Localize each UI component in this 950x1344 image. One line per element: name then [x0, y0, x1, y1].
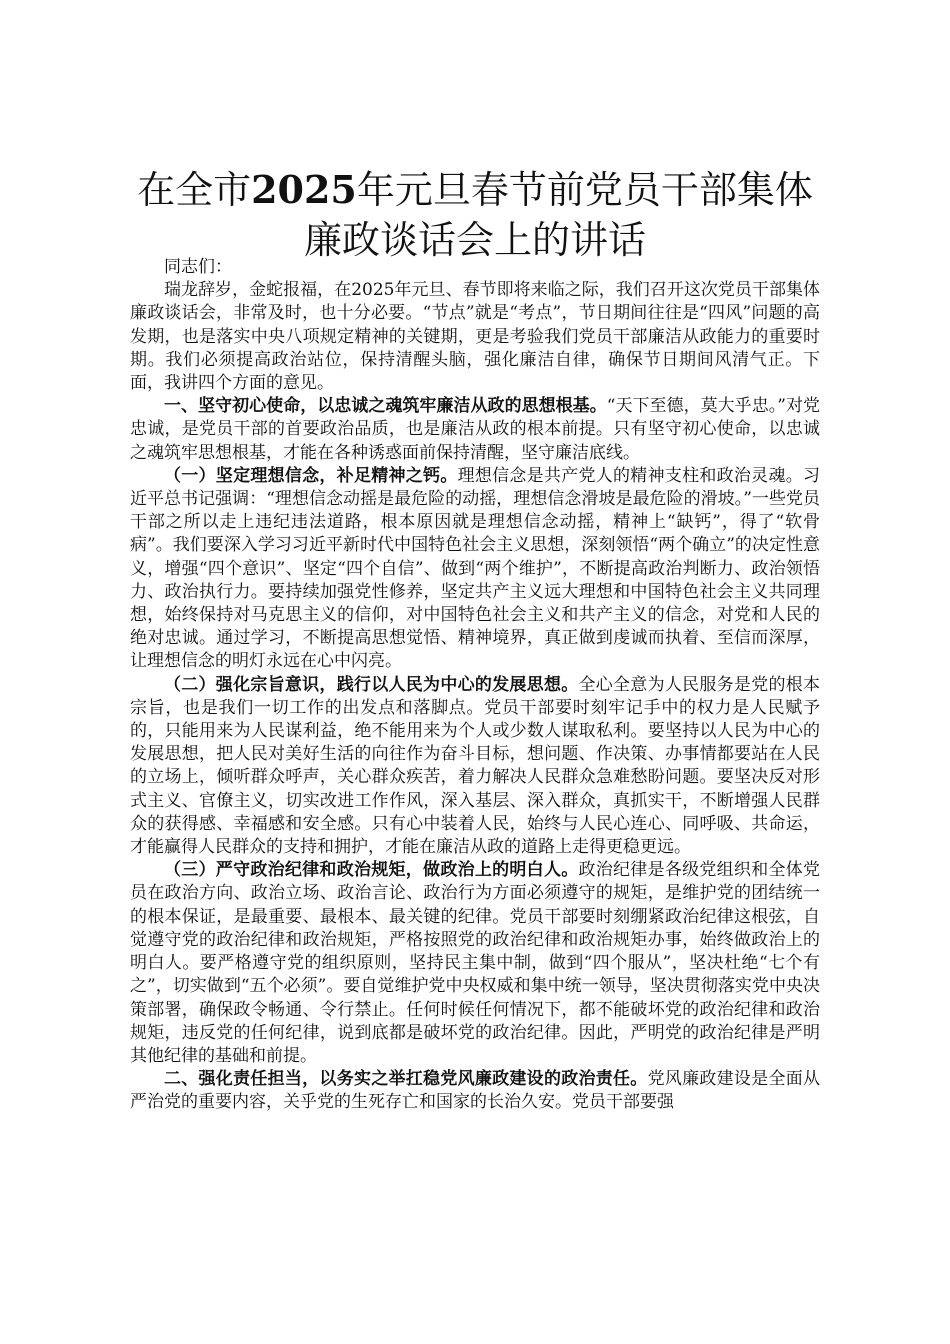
subsection-heading: （三）严守政治纪律和政治规矩，做政治上的明白人。	[164, 860, 579, 881]
subsection-heading: （一）坚定理想信念，补足精神之钙。	[164, 465, 458, 486]
paragraph-intro	[130, 279, 820, 395]
paragraph-subsection-1-3	[130, 859, 820, 1068]
title-year: 2025	[251, 167, 357, 212]
salutation: 同志们：	[164, 257, 232, 277]
paragraph-text: 政治纪律是各级党组织和全体党员在政治方向、政治立场、政治言论、政治行为方面必须遵守的规矩，是维护党的团结统一的根本保证，是最重要、最根本、最关键的纪律。党员干部要时刻绷紧政治纪律这根弦，自觉遵守党的政治纪律和政治规矩，严格按照党的政治纪律和政治规矩办事，始终做政治上的明白人。要严格遵守党的组织原则，坚持民主集中制，做到“四个服从”，坚决杜绝“七个有之”，切实做到“五个必须”。要自觉维护党中央权威和集中统一领导，坚决贯彻落实党中央决策部署，确保政令畅通、令行禁止。任何时候任何情况下，都不能破坏党的政治纪律和政治规矩，违反党的任何纪律，说到底都是破坏党的政治纪律。因此，严明党的政治纪律是严明其他纪律的基础和前提。	[130, 860, 821, 1066]
title-part1: 在全市	[137, 168, 252, 212]
title-part2: 年元旦春节前党员干部集体廉政谈话会上的讲话	[303, 168, 813, 262]
section-heading: 一、坚守初心使命，以忠诚之魂筑牢廉洁从政的思想根基。	[164, 396, 607, 417]
paragraph-text: “天下至德，莫大乎忠。”对党忠诚，是党员干部的首要政治品质，也是廉洁从政的根本前提。只有坚守初心使命，以忠诚之魂筑牢思想根基，才能在各种诱惑面前保持清醒，坚守廉洁底线。	[130, 396, 821, 463]
paragraph-text: 理想信念是共产党人的精神支柱和政治灵魂。习近平总书记强调：“理想信念动摇是最危险的动摇，理想信念滑坡是最危险的滑坡。”一些党员干部之所以走上违纪违法道路，根本原因就是理想信念动摇，精神上“缺钙”，得了“软骨病”。我们要深入学习习近平新时代中国特色社会主义思想，深刻领悟“两个确立”的决定性意义，增强“四个意识”、坚定“四个自信”、做到“两个维护”，不断提高政治判断力、政治领悟力、政治执行力。要持续加强党性修养，坚定共产主义远大理想和中国特色社会主义共同理想，始终保持对马克思主义的信仰，对中国特色社会主义和共产主义的信念，对党和人民的绝对忠诚。通过学习，不断提高思想觉悟、精神境界，真正做到虔诚而执着、至信而深厚，让理想信念的明灯永远在心中闪亮。	[130, 465, 820, 672]
paragraph-text: 全心全意为人民服务是党的根本宗旨，也是我们一切工作的出发点和落脚点。党员干部要时刻牢记手中的权力是人民赋予的，只能用来为人民谋利益，绝不能用来为个人或少数人谋取私利。要坚持以人民为中心的发展思想，把人民对美好生活的向往作为奋斗目标，想问题、作决策、办事情都要站在人民的立场上，倾听群众呼声，关心群众疾苦，着力解决人民群众急难愁盼问题。要坚决反对形式主义、官僚主义，切实改进工作作风，深入基层、深入群众，真抓实干，不断增强人民群众的获得感、幸福感和安全感。只有心中装着人民，始终与人民心连心、同呼吸、共命运，才能赢得人民群众的支持和拥护，才能在廉洁从政的道路上走得更稳更远。	[130, 674, 821, 858]
document-title	[120, 165, 830, 265]
paragraph-text: 党风廉政建设是全面从严治党的重要内容，关乎党的生死存亡和国家的长治久安。党员干部要强	[130, 1069, 821, 1113]
subsection-heading: （二）强化宗旨意识，践行以人民为中心的发展思想。	[164, 674, 579, 695]
paragraph-text: 瑞龙辞岁，金蛇报福，在2025年元旦、春节即将来临之际，我们召开这次党员干部集体廉政谈话会，非常及时，也十分必要。“节点”就是“考点”，节日期间往往是“四风”问题的高发期，也是落实中央八项规定精神的关键期，更是考验我们党员干部廉洁从政能力的重要时期。我们必须提高政治站位，保持清醒头脑，强化廉洁自律，确保节日期间风清气正。下面，我讲四个方面的意见。	[130, 280, 820, 394]
paragraph-section-1	[130, 395, 820, 465]
section-heading: 二、强化责任担当，以务实之举扛稳党风廉政建设的政治责任。	[164, 1069, 648, 1090]
paragraph-subsection-1-2	[130, 674, 820, 860]
paragraph-subsection-1-1	[130, 465, 820, 674]
paragraph-section-2	[130, 1068, 820, 1114]
document-body	[130, 256, 820, 1115]
